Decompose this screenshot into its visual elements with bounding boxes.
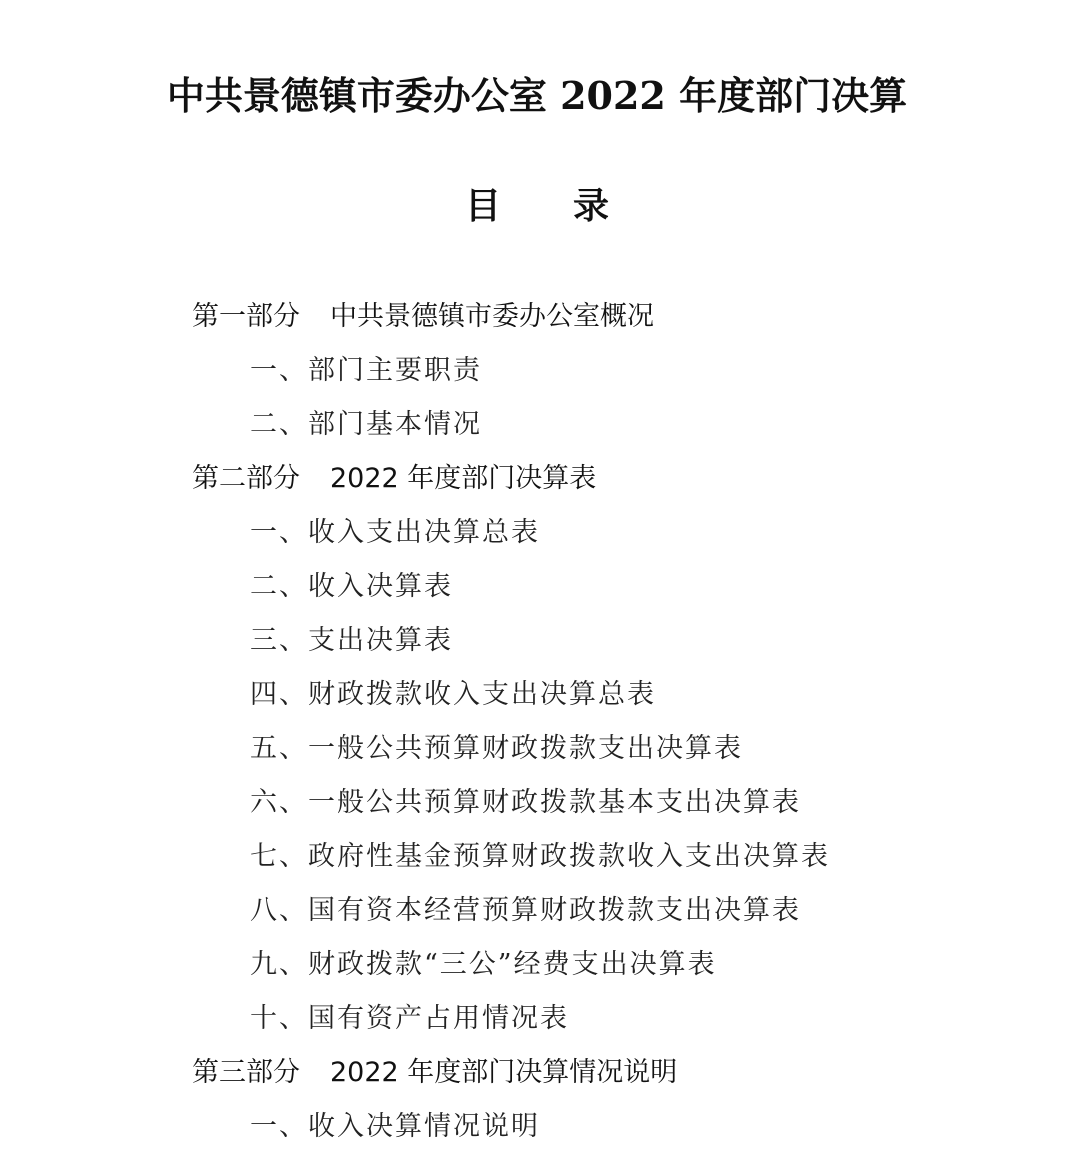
toc-item: 五、一般公共预算财政拨款支出决算表 (250, 733, 743, 764)
toc-item: 二、部门基本情况 (250, 409, 482, 440)
toc-part-title: 2022 年度部门决算表 (330, 463, 597, 494)
toc-item: 十、国有资产占用情况表 (250, 1003, 569, 1034)
toc-part-3 (192, 1046, 677, 1100)
toc-part-1 (192, 290, 654, 344)
toc-item: 一、部门主要职责 (250, 355, 482, 386)
toc-heading-right: 录 (573, 186, 610, 227)
toc-part-label: 第二部分 (192, 463, 300, 494)
toc-item: 八、国有资本经营预算财政拨款支出决算表 (250, 895, 801, 926)
toc-part-2 (192, 452, 596, 506)
toc-item: 七、政府性基金预算财政拨款收入支出决算表 (250, 841, 830, 872)
toc-item: 九、财政拨款“三公”经费支出决算表 (250, 949, 717, 980)
toc-part-label: 第一部分 (192, 301, 300, 332)
toc-heading-left: 目 (464, 186, 501, 227)
toc-item: 四、财政拨款收入支出决算总表 (250, 679, 656, 710)
toc-item: 三、支出决算表 (250, 625, 453, 656)
toc-item: 六、一般公共预算财政拨款基本支出决算表 (250, 787, 801, 818)
toc-heading (0, 182, 1074, 232)
document-title: 中共景德镇市委办公室 2022 年度部门决算 (166, 73, 908, 118)
toc-item: 二、收入决算表 (250, 571, 453, 602)
toc-part-title: 中共景德镇市委办公室概况 (330, 301, 654, 332)
toc-part-label: 第三部分 (192, 1057, 300, 1088)
toc-item: 一、收入决算情况说明 (250, 1111, 540, 1142)
toc-item: 一、收入支出决算总表 (250, 517, 540, 548)
toc-part-title: 2022 年度部门决算情况说明 (330, 1057, 678, 1088)
